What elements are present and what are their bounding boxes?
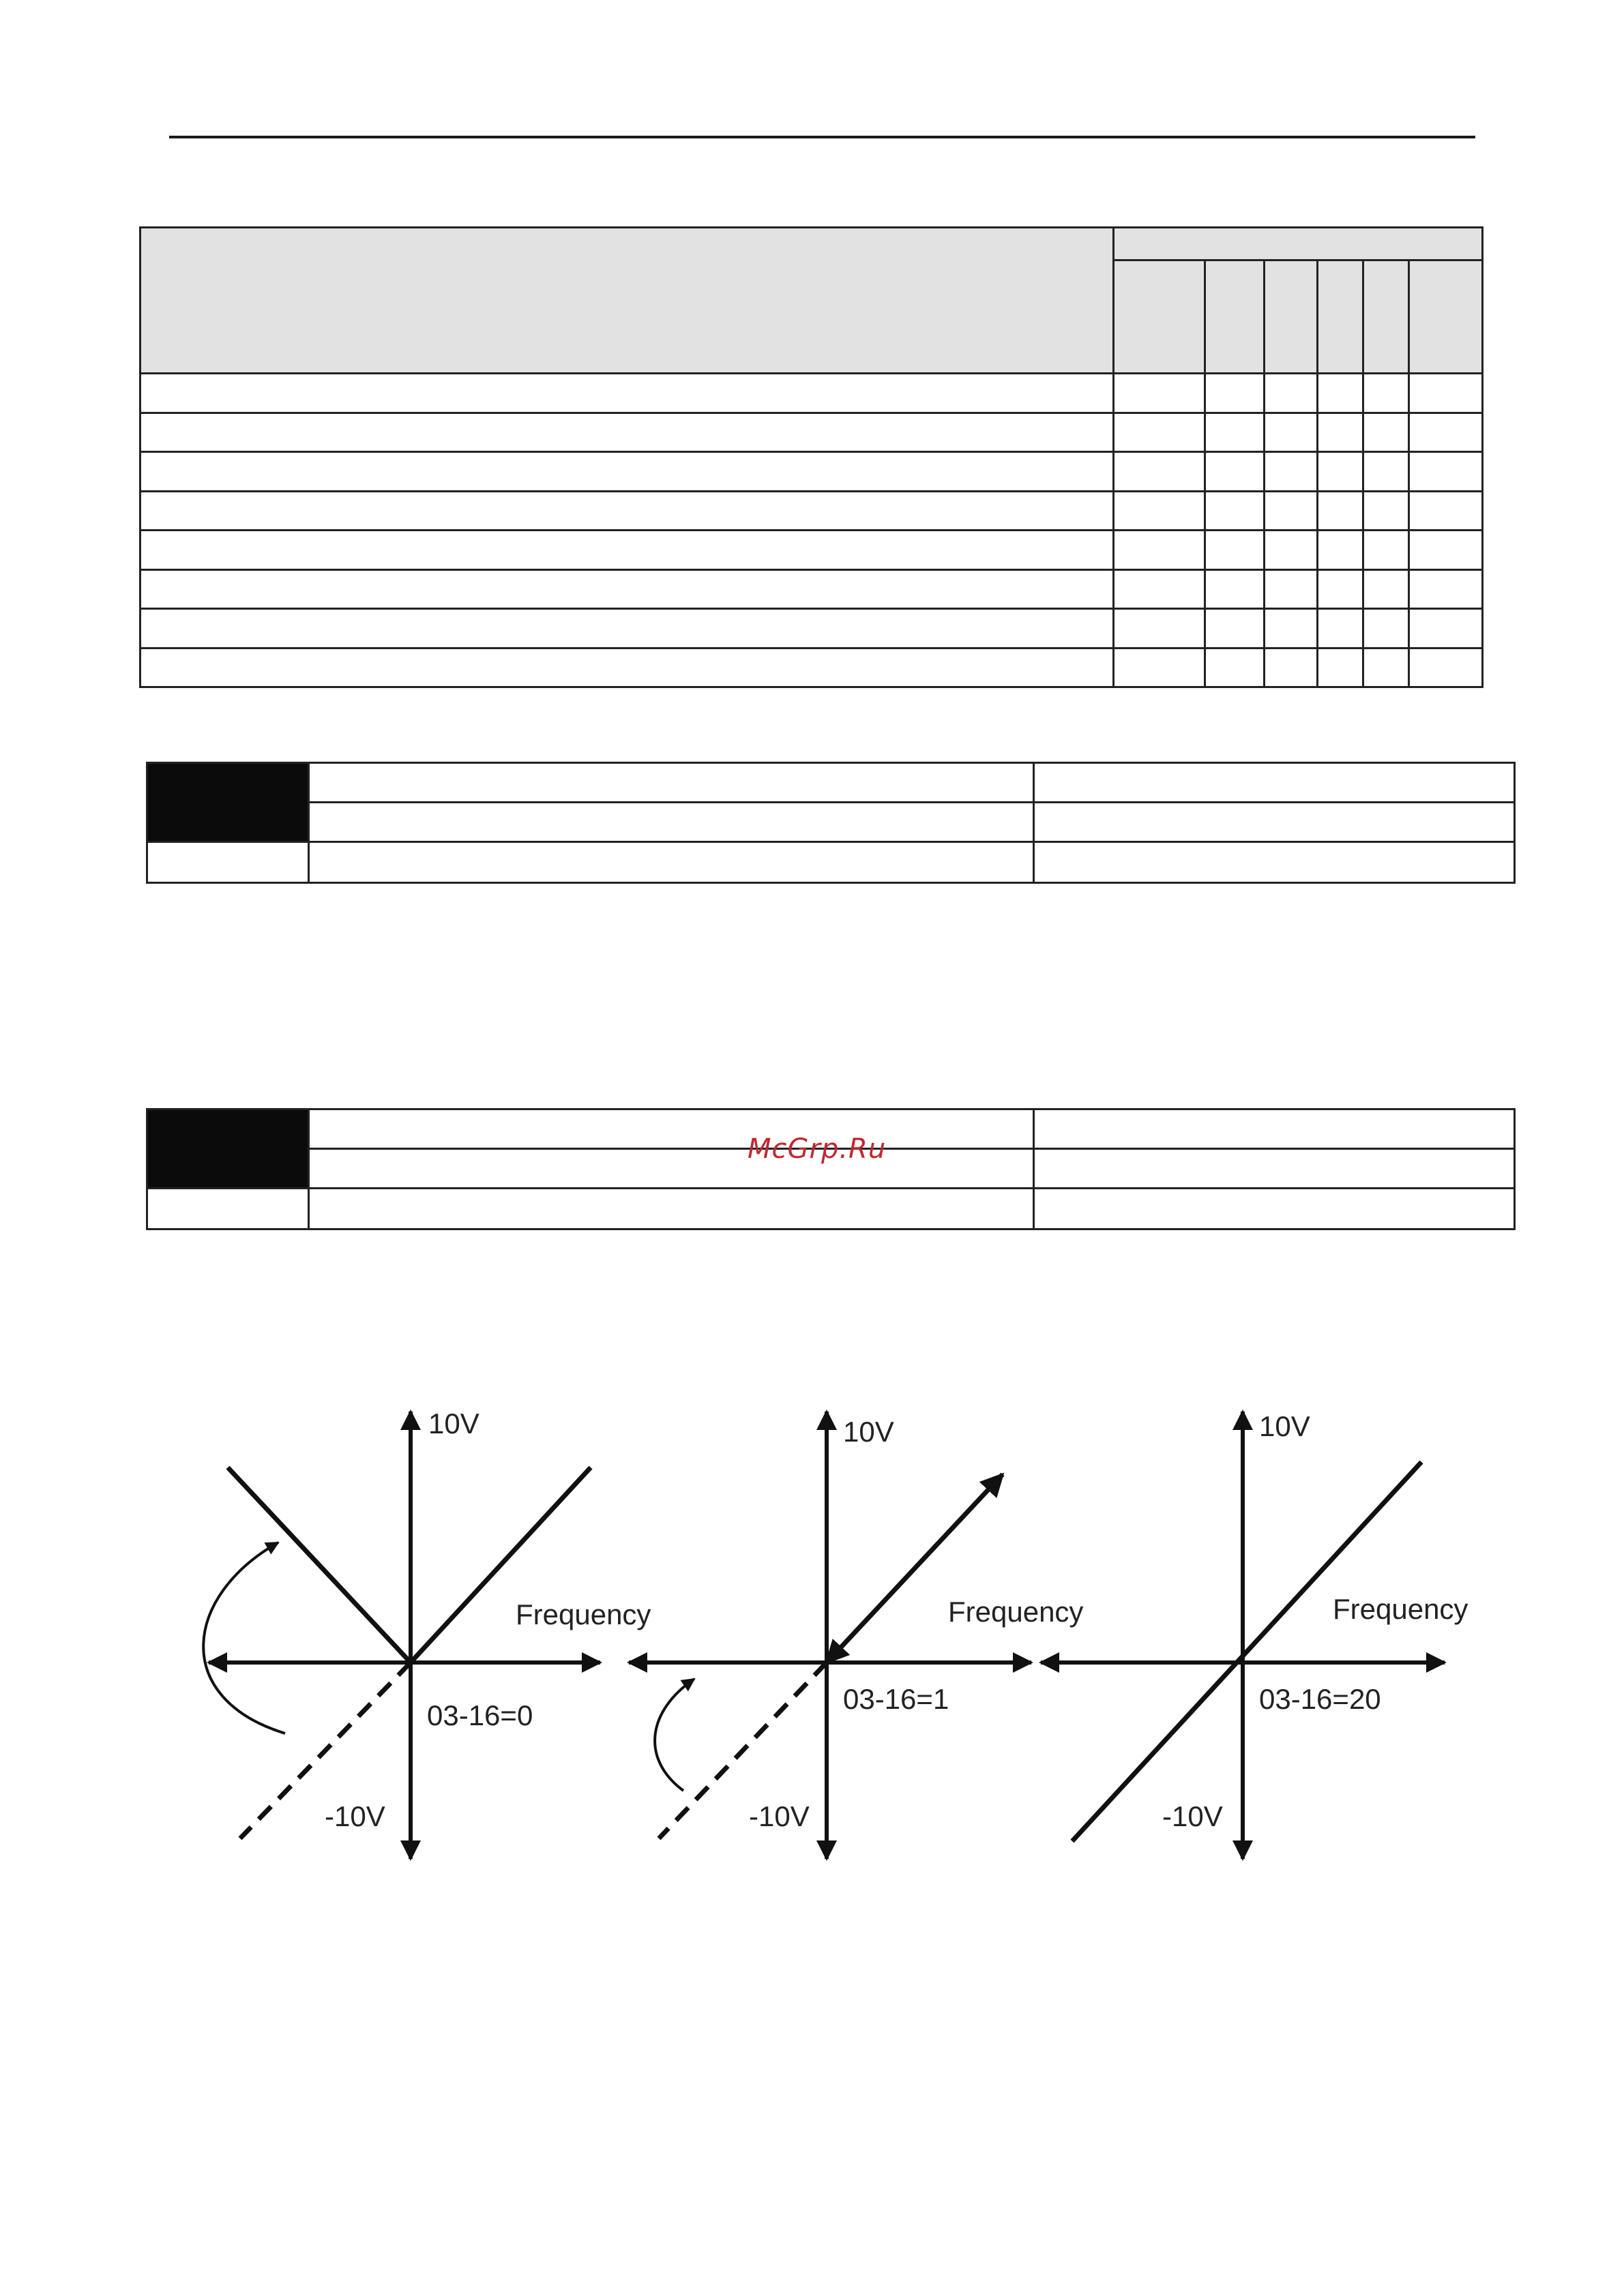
- parameter-value-cell: [1034, 803, 1515, 842]
- table-row: [141, 648, 1483, 687]
- table-header-col-5: [1363, 260, 1409, 374]
- panel-2: [629, 1412, 1083, 1859]
- parameter-name-cell: [309, 1109, 1034, 1149]
- parameter-name-cell: [309, 803, 1034, 842]
- panel-label-2: 03-16=1: [843, 1683, 949, 1715]
- parameter-value-cell: [1034, 1149, 1515, 1189]
- rotation-arrow-1: [203, 1542, 285, 1733]
- parameter-name-cell: [309, 763, 1034, 803]
- curve-line-3: [1072, 1462, 1421, 1841]
- parameter-value-cell: [1034, 1109, 1515, 1149]
- parameter-desc-cell: [309, 842, 1034, 883]
- y-bottom-label-2: -10V: [749, 1800, 810, 1832]
- rotation-arrow-2: [655, 1679, 694, 1791]
- table-row: [141, 452, 1483, 492]
- parameter-unit-cell: [1034, 1189, 1515, 1229]
- parameter-table-1: [146, 762, 1516, 884]
- curve-mirrored-1: [228, 1467, 411, 1663]
- panel-label-1: 03-16=0: [427, 1699, 533, 1731]
- panel-label-3: 03-16=20: [1259, 1683, 1381, 1715]
- parameter-unit-cell: [1034, 842, 1515, 883]
- panel-3: [1041, 1410, 1468, 1859]
- watermark: McGrp.Ru: [748, 1133, 887, 1165]
- parameter-label-cell: [147, 842, 309, 883]
- x-axis-label-2: Frequency: [948, 1596, 1084, 1628]
- table-header-col-3: [1265, 260, 1318, 374]
- table-header-col-1: [1114, 260, 1205, 374]
- table-row: [141, 374, 1483, 413]
- table-header-col-4: [1318, 260, 1363, 374]
- table-header-col-2: [1205, 260, 1265, 374]
- parameter-value-cell: [1034, 763, 1515, 803]
- y-top-label-2: 10V: [843, 1416, 894, 1448]
- curve-positive-2: [827, 1474, 1003, 1663]
- panel-1: [203, 1407, 651, 1859]
- table-header-group: [1114, 228, 1483, 260]
- parameter-label-cell: [147, 1189, 309, 1229]
- y-bottom-label-1: -10V: [325, 1800, 385, 1832]
- parameter-table-2: [146, 1108, 1516, 1230]
- parameter-code-cell: [147, 1109, 309, 1189]
- table-row: [141, 413, 1483, 452]
- y-bottom-label-3: -10V: [1162, 1800, 1223, 1832]
- table-header-name: [141, 228, 1114, 374]
- y-top-label-3: 10V: [1259, 1410, 1310, 1442]
- table-row: [141, 491, 1483, 531]
- x-axis-label-3: Frequency: [1333, 1593, 1468, 1625]
- curve-positive-1: [411, 1467, 591, 1663]
- table-row: [141, 531, 1483, 570]
- table-row: [141, 609, 1483, 648]
- table-header-col-6: [1409, 260, 1483, 374]
- parameter-desc-cell: [309, 1189, 1034, 1229]
- parameter-code-cell: [147, 763, 309, 842]
- function-table: [139, 226, 1483, 688]
- y-top-label-1: 10V: [428, 1407, 479, 1440]
- table-row: [141, 569, 1483, 609]
- header-rule: [169, 136, 1475, 138]
- x-axis-label-1: Frequency: [516, 1598, 651, 1630]
- parameter-name-cell: [309, 1149, 1034, 1189]
- polarity-diagram: [0, 1405, 1624, 1896]
